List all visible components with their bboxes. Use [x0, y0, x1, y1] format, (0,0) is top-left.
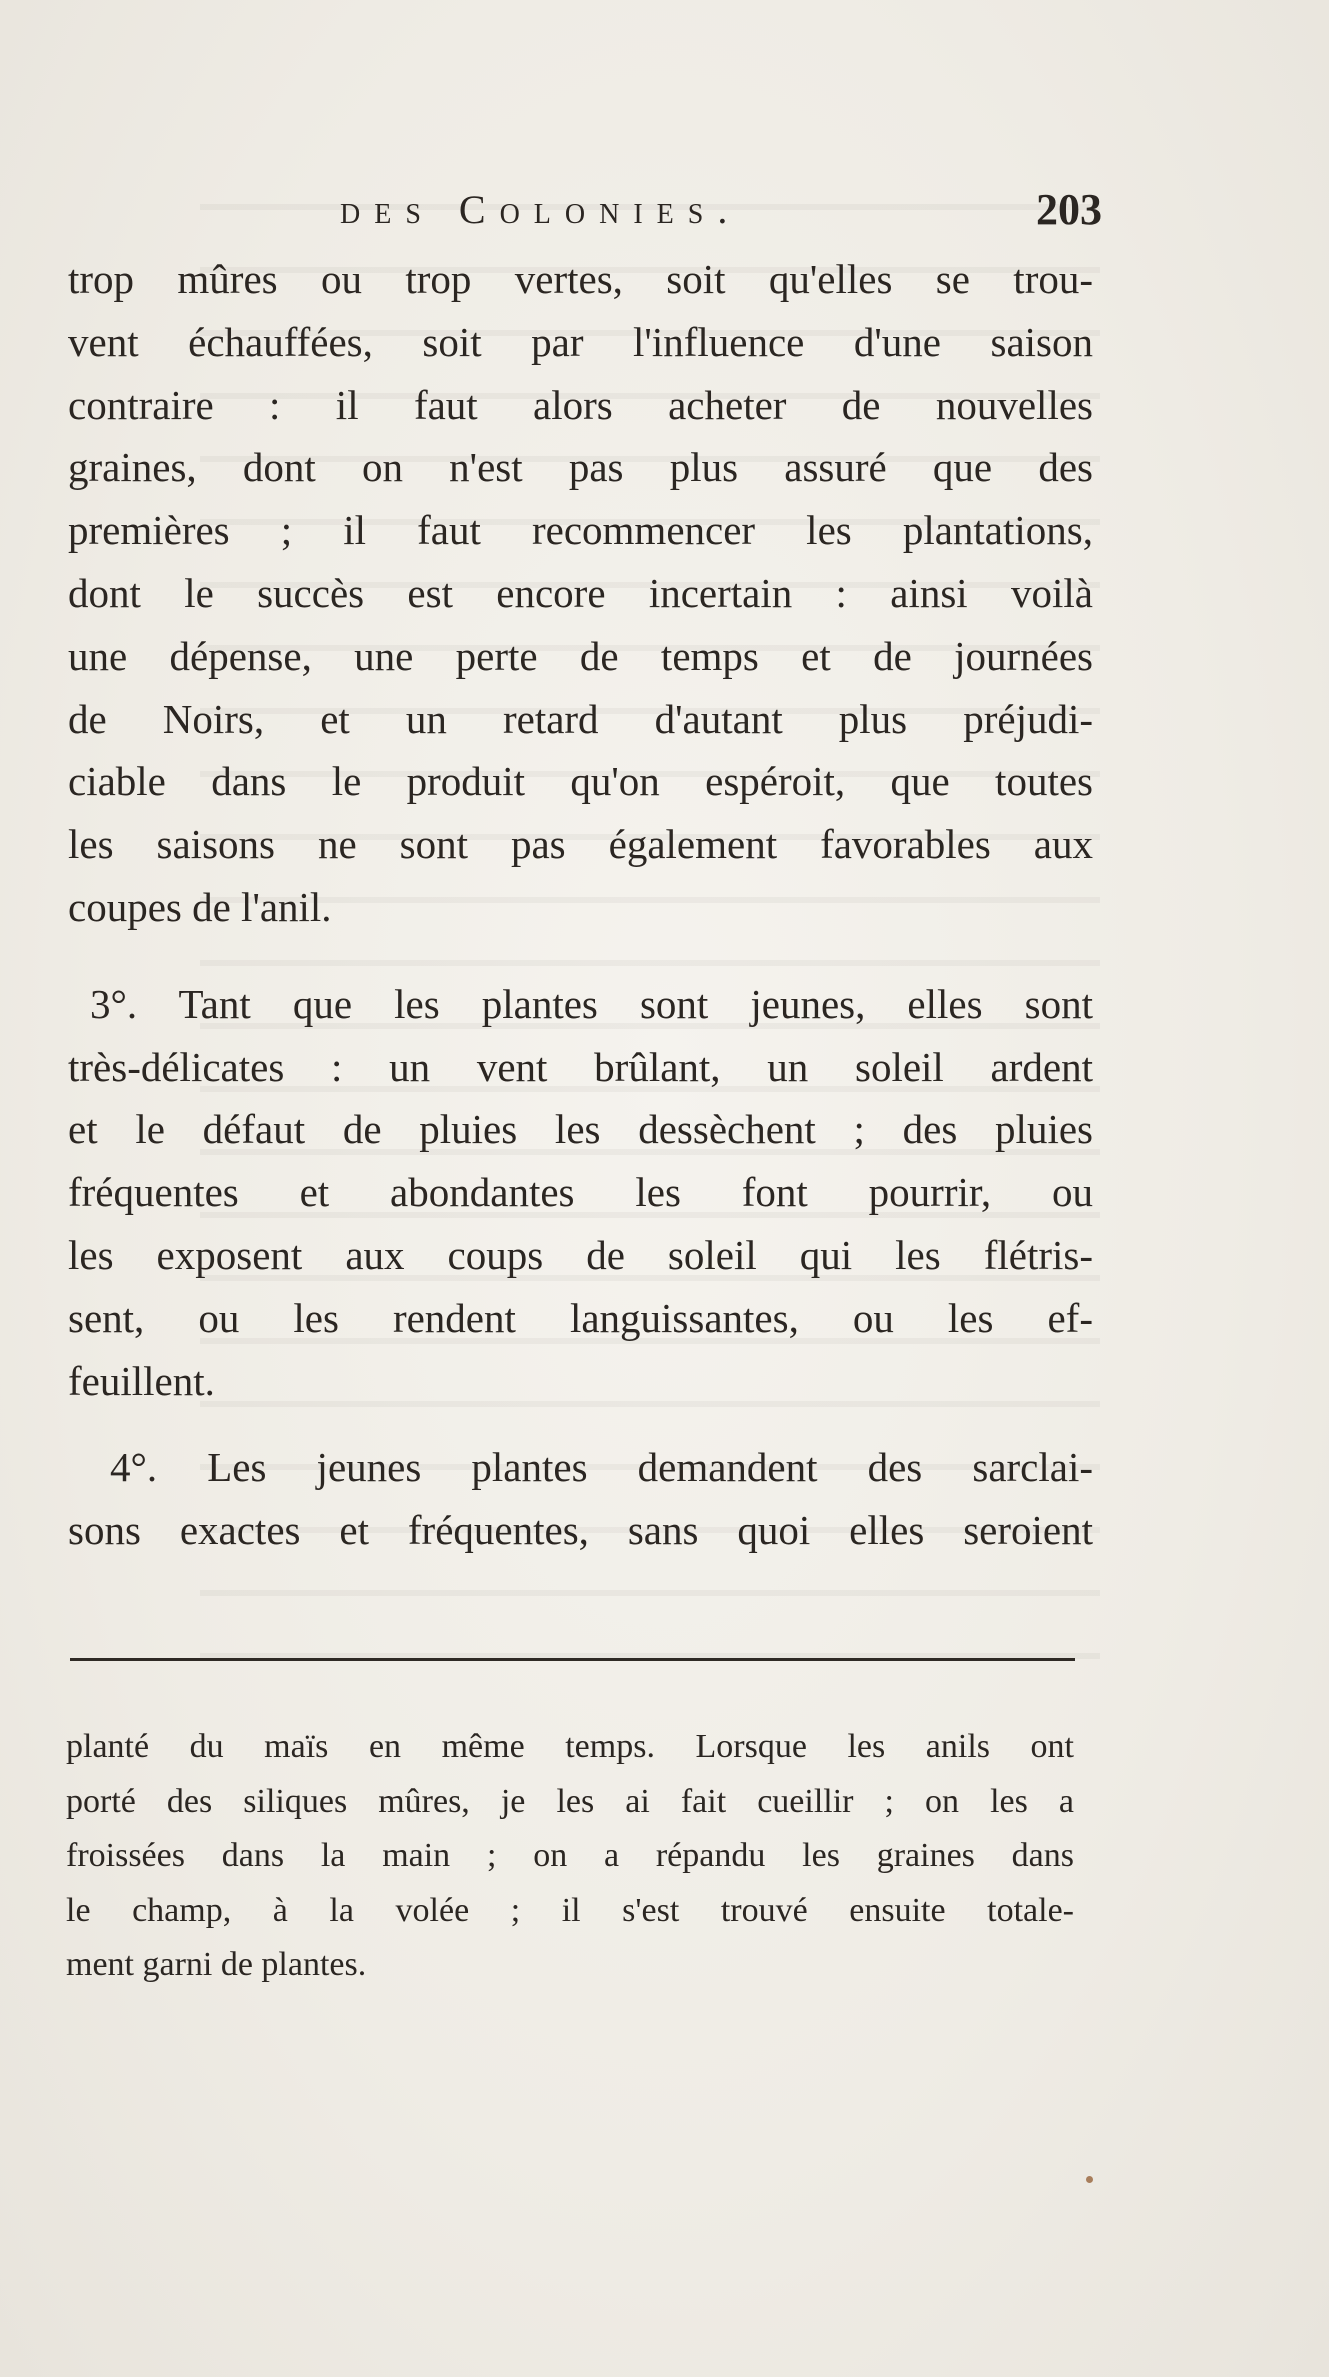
text-line: sent, ou les rendent languissantes, ou les ef- [68, 1294, 1093, 1341]
text-line: trop mûres ou trop vertes, soit qu'elles se trou- [68, 256, 1093, 302]
page-header [90, 178, 1102, 242]
paragraph-gap [68, 939, 1093, 973]
paragraph-gap [68, 1412, 1093, 1436]
text-line: une dépense, une perte de temps et de journées [68, 632, 1093, 679]
main-text [68, 248, 1093, 1562]
text-line: sons exactes et fréquentes, sans quoi elles seroient [68, 1507, 1093, 1554]
text-line: les exposent aux coups de soleil qui les flétris- [68, 1231, 1093, 1278]
footnote-line: planté du maïs en même temps. Lorsque les anils ont [66, 1728, 1074, 1765]
footnote-line: froissées dans la main ; on a répandu les graines dans [66, 1837, 1074, 1874]
text-line: vent échauffées, soit par l'influence d'une saison [68, 318, 1093, 365]
text-line: fréquentes et abondantes les font pourrir, ou [68, 1169, 1093, 1216]
text-line: de Noirs, et un retard d'autant plus préjudi- [68, 695, 1093, 742]
footnote-line: le champ, à la volée ; il s'est trouvé ensuite totale- [66, 1891, 1074, 1929]
text-line: très-délicates : un vent brûlant, un soleil ardent [68, 1043, 1093, 1090]
text-line: les saisons ne sont pas également favorables aux [68, 821, 1093, 868]
paragraph [68, 248, 1093, 939]
page-number: 203 [1036, 185, 1102, 234]
paper-stain [1086, 2176, 1093, 2183]
text-line: graines, dont on n'est pas plus assuré que des [68, 444, 1093, 491]
text-line: coupes de l'anil. [68, 883, 332, 930]
text-line: ciable dans le produit qu'on espéroit, que toutes [68, 758, 1093, 805]
running-head: des Colonies. [340, 187, 742, 232]
footnote-line: ment garni de plantes. [66, 1946, 367, 1983]
footnote [66, 1720, 1074, 1993]
text-line: 3°. Tant que les plantes sont jeunes, elles sont [90, 980, 1093, 1027]
text-line: feuillent. [68, 1357, 215, 1404]
footnote-rule [70, 1658, 1075, 1661]
text-line: premières ; il faut recommencer les plantations, [68, 507, 1093, 554]
footnote-line: porté des siliques mûres, je les ai fait cueillir ; on les a [66, 1782, 1074, 1820]
text-line: 4°. Les jeunes plantes demandent des sarclai- [110, 1444, 1093, 1491]
text-line: contraire : il faut alors acheter de nouvelles [68, 381, 1093, 428]
paragraph [68, 973, 1093, 1413]
paragraph [68, 1436, 1093, 1562]
text-line: et le défaut de pluies les dessèchent ; des pluies [68, 1106, 1093, 1153]
text-line: dont le succès est encore incertain : ainsi voilà [68, 569, 1093, 616]
